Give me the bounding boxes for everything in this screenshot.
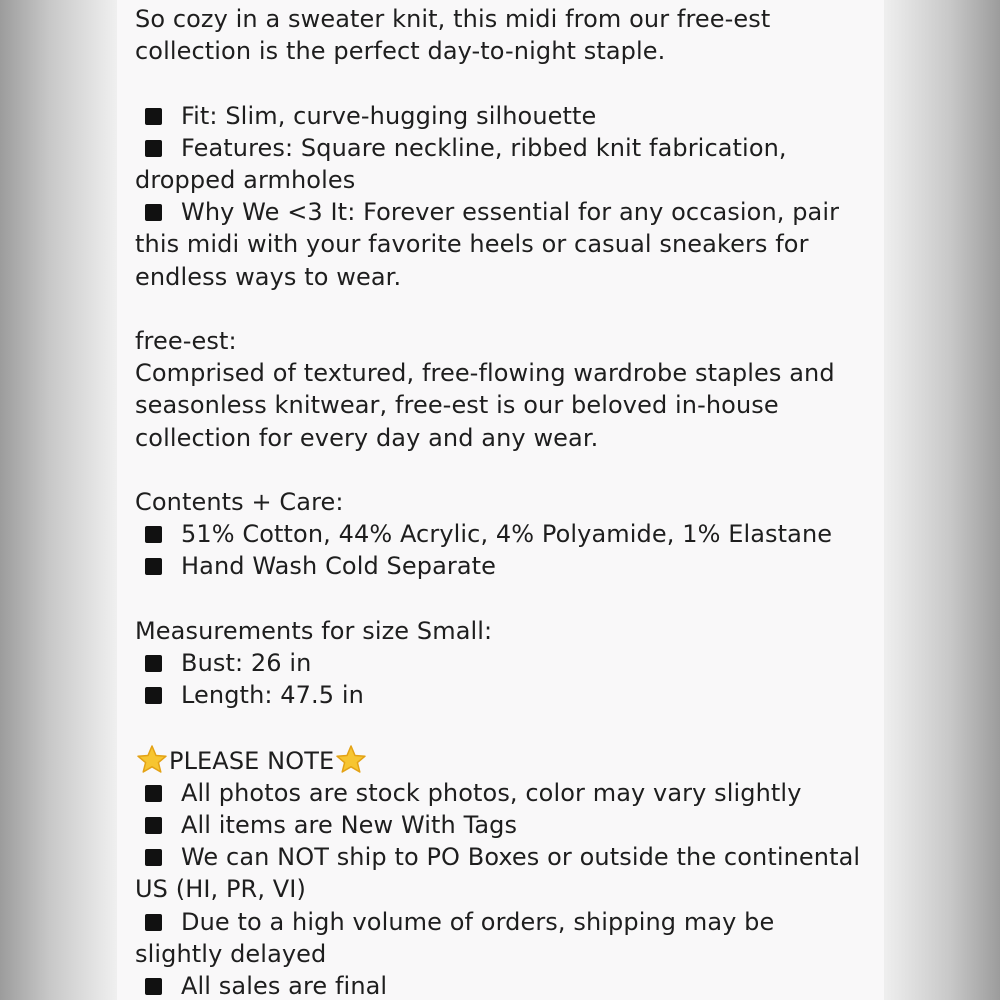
shipping-item: [135, 841, 875, 873]
bust-item: [135, 647, 875, 679]
final-sale-item: [135, 970, 875, 1000]
delay-item: [135, 906, 875, 938]
black-square-icon: [145, 817, 162, 834]
wash-text: Hand Wash Cold Separate: [181, 552, 497, 581]
materials-item: [135, 518, 875, 550]
final-sale-text: All sales are final: [181, 972, 388, 1000]
fit-text: Fit: Slim, curve-hugging silhouette: [181, 101, 597, 130]
black-square-icon: [145, 655, 162, 672]
delay-text: Due to a high volume of orders, shipping may be: [181, 907, 775, 936]
measurements-heading: Measurements for size Small:: [135, 616, 493, 645]
care-heading: Contents + Care:: [135, 488, 344, 516]
black-square-icon: [145, 558, 162, 575]
star-icon: [135, 744, 169, 774]
black-square-icon: [145, 204, 162, 221]
length-text: Length: 47.5 in: [181, 681, 364, 710]
wash-item: [135, 550, 875, 582]
why-text-continued: endless ways to wear.: [135, 262, 402, 291]
black-square-icon: [145, 108, 162, 125]
star-icon: [334, 744, 368, 774]
black-square-icon: [145, 914, 162, 931]
note-heading: [135, 744, 875, 777]
intro-text: So cozy in a sweater knit, this midi from our free-est: [135, 5, 771, 33]
black-square-icon: [145, 140, 162, 157]
listing-description: [135, 3, 875, 1000]
features-text: Features: Square neckline, ribbed knit fabrication,: [181, 133, 787, 162]
intro-text: collection is the perfect day-to-night staple.: [135, 37, 666, 66]
features-text-continued: dropped armholes: [135, 166, 356, 194]
why-item: [135, 196, 875, 228]
tags-item: [135, 809, 875, 841]
photos-text: All photos are stock photos, color may vary slightly: [181, 778, 802, 807]
description-panel: [117, 0, 884, 1000]
why-text: Why We <3 It: Forever essential for any occasion, pair: [181, 198, 840, 227]
length-item: [135, 679, 875, 711]
shipping-text: We can NOT ship to PO Boxes or outside the continental: [181, 843, 861, 872]
note-heading-text: PLEASE NOTE: [169, 746, 335, 775]
tags-text: All items are New With Tags: [181, 811, 518, 839]
collection-text: collection for every day and any wear.: [135, 423, 599, 452]
collection-text: Comprised of textured, free-flowing wardrobe staples and: [135, 359, 835, 388]
black-square-icon: [145, 849, 162, 866]
collection-text: seasonless knitwear, free-est is our beloved in-house: [135, 391, 779, 420]
collection-heading: free-est:: [135, 327, 237, 355]
black-square-icon: [145, 978, 162, 995]
bust-text: Bust: 26 in: [181, 649, 312, 677]
black-square-icon: [145, 526, 162, 543]
features-item: [135, 132, 875, 164]
delay-text-continued: slightly delayed: [135, 939, 327, 968]
why-text-continued: this midi with your favorite heels or casual sneakers for: [135, 230, 809, 259]
black-square-icon: [145, 785, 162, 802]
fit-item: [135, 100, 875, 132]
materials-text: 51% Cotton, 44% Acrylic, 4% Polyamide, 1% Elastane: [181, 520, 833, 549]
photos-item: [135, 777, 875, 809]
shipping-text-continued: US (HI, PR, VI): [135, 875, 306, 904]
black-square-icon: [145, 687, 162, 704]
